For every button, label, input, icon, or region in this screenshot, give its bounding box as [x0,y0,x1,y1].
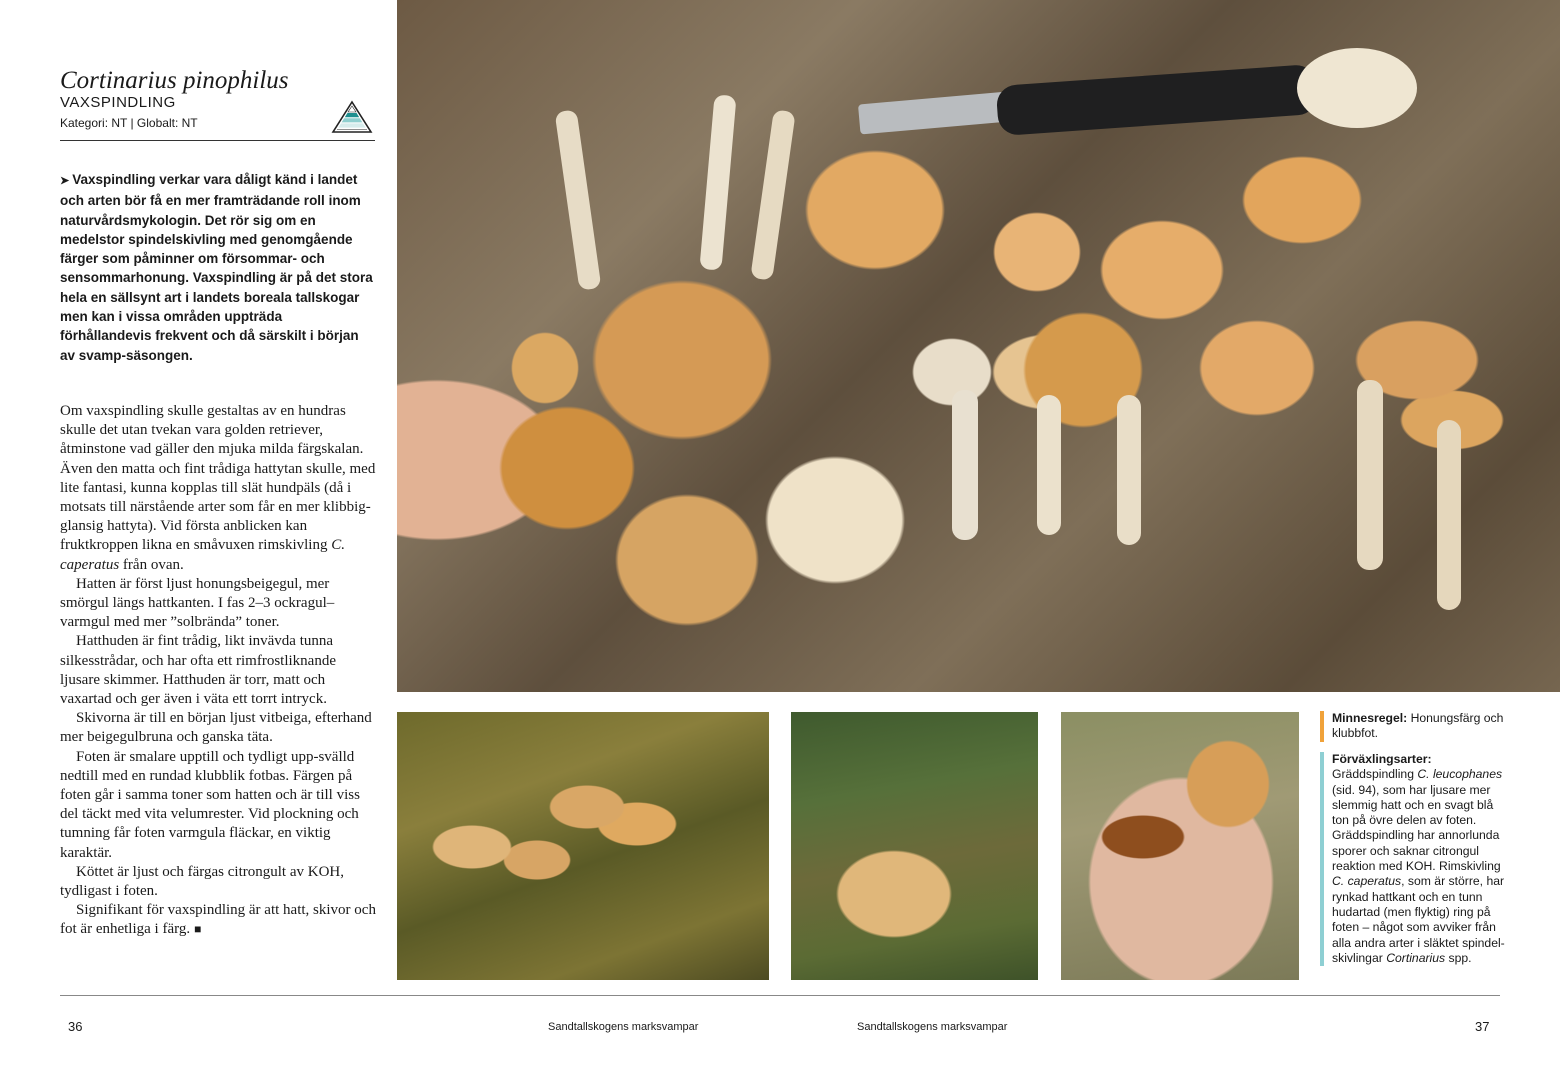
species-header [60,66,375,130]
photo-single-cap [791,712,1038,980]
chevron-right-icon: ➤ [60,175,70,187]
confusion-accent-bar [1320,752,1324,966]
photo-mushrooms-in-hand [1061,712,1299,980]
lead-paragraph [60,170,375,365]
note-text: (sid. 94), som har ljusare mer slemmig hatt och en svagt blå ton på övre delen av foten. Gräddspindling har annorlunda sporer och saknar citrongul reaktion med KOH. Rimskivling [1332,782,1501,874]
memo-text: Honungsfärg och klubbfot. [1332,711,1504,741]
note-text: spp. [1445,950,1472,965]
running-head-right: Sandtallskogens marksvampar [857,1021,1008,1033]
species-ref: C. caperatus [1332,874,1402,889]
confusion-label: Förväxlingsarter: [1332,752,1432,766]
lead-text: Vaxspindling verkar vara dåligt känd i landet och arten bör få en mer framträdande roll inom naturvårdsmykologin. Det rör sig om en medelstor spindelskivling med genomgående färger som påminner om försommar- och sensommarhonung. Vaxspindling är på det stora hela en sällsynt art i landets boreala tallskogar men kan i vissa områden uppträda förhållandevis frekvent och då särskilt i början av svamp-säsongen. [60,172,373,363]
header-divider [60,140,375,141]
body-text-span: Signifikant för vaxspindling är att hatt, skivor och fot är enhetliga i färg. [60,902,376,938]
memo-accent-bar [1320,711,1324,742]
main-photo-mushrooms [397,0,1560,692]
redlist-category: Kategori: NT | Globalt: NT [60,116,198,130]
memo-note [1320,711,1512,742]
species-title: Cortinarius pinophilus [60,67,289,94]
common-name: VAXSPINDLING [60,94,176,111]
body-text [60,402,378,940]
footer-divider [60,995,1500,996]
body-paragraph: Foten är smalare upptill och tydligt upp-svälld nedtill med en rundad klubblik fotbas. Färgen på foten går i samma toner som hatten och är till viss del täckt med vita velumrester. Vid plockning och tumning får foten varmgula fläckar, en viktig karaktär. [60,748,360,861]
body-text-span: Om vaxspindling skulle gestaltas av en hundras skulle det utan tvekan vara golden retriever, åtminstone vad gäller den mjuka milda färgskalan. Även den matta och fint trådiga hattytan skulle, med lite fantasi, kunna kopplas till slät hundpäls (då i motsats till närstående arter som får en mer klibbig-glansig hattyta). Vid första anblicken kan fruktkroppen likna en småvuxen rimskivling [60,403,376,554]
species-ref: C. leucophanes [1417,767,1503,782]
memo-label: Minnesregel: [1332,711,1408,725]
body-paragraph: Hatten är först ljust honungsbeigegul, mer smörgul längs hattkanten. I fas 2–3 ockragul–varmgul med mer ”solbrända” toner. [60,575,335,631]
body-paragraph: Hatthuden är fint trådig, likt invävda tunna silkesstrådar, och har ofta ett rimfrostliknande ljusare skimmer. Hatthuden är torr, matt och vaxartad och ger även i väta ett torrt intryck. [60,633,336,708]
page-number-left: 36 [68,1019,83,1034]
species-ref: C. caperatus [60,537,345,573]
body-paragraph: Skivorna är till en början ljust vitbeiga, efterhand mer beigegulbruna och ganska täta. [60,710,372,746]
body-paragraph [60,901,378,939]
body-text-span: från ovan. [119,556,184,573]
body-paragraph [60,402,378,575]
photo-mushrooms-in-moss [397,712,769,980]
note-text: , som är större, har rynkad hattkant och en tunn hudartad (men flyktig) ring på foten – något som avviker från alla andra arter i släktet spindel-skivlingar [1332,874,1505,965]
body-paragraph: Köttet är ljust och färgas citrongult av KOH, tydligast i foten. [60,863,344,900]
end-mark: ■ [194,922,202,937]
running-head-left: Sandtallskogens marksvampar [548,1021,699,1033]
confusion-species-note [1320,752,1512,966]
note-text: Gräddspindling [1332,767,1418,782]
photo-detail [397,0,1560,692]
redlist-pyramid-icon [331,100,373,134]
species-ref: Cortinarius [1386,950,1446,965]
page-number-right: 37 [1475,1019,1490,1034]
